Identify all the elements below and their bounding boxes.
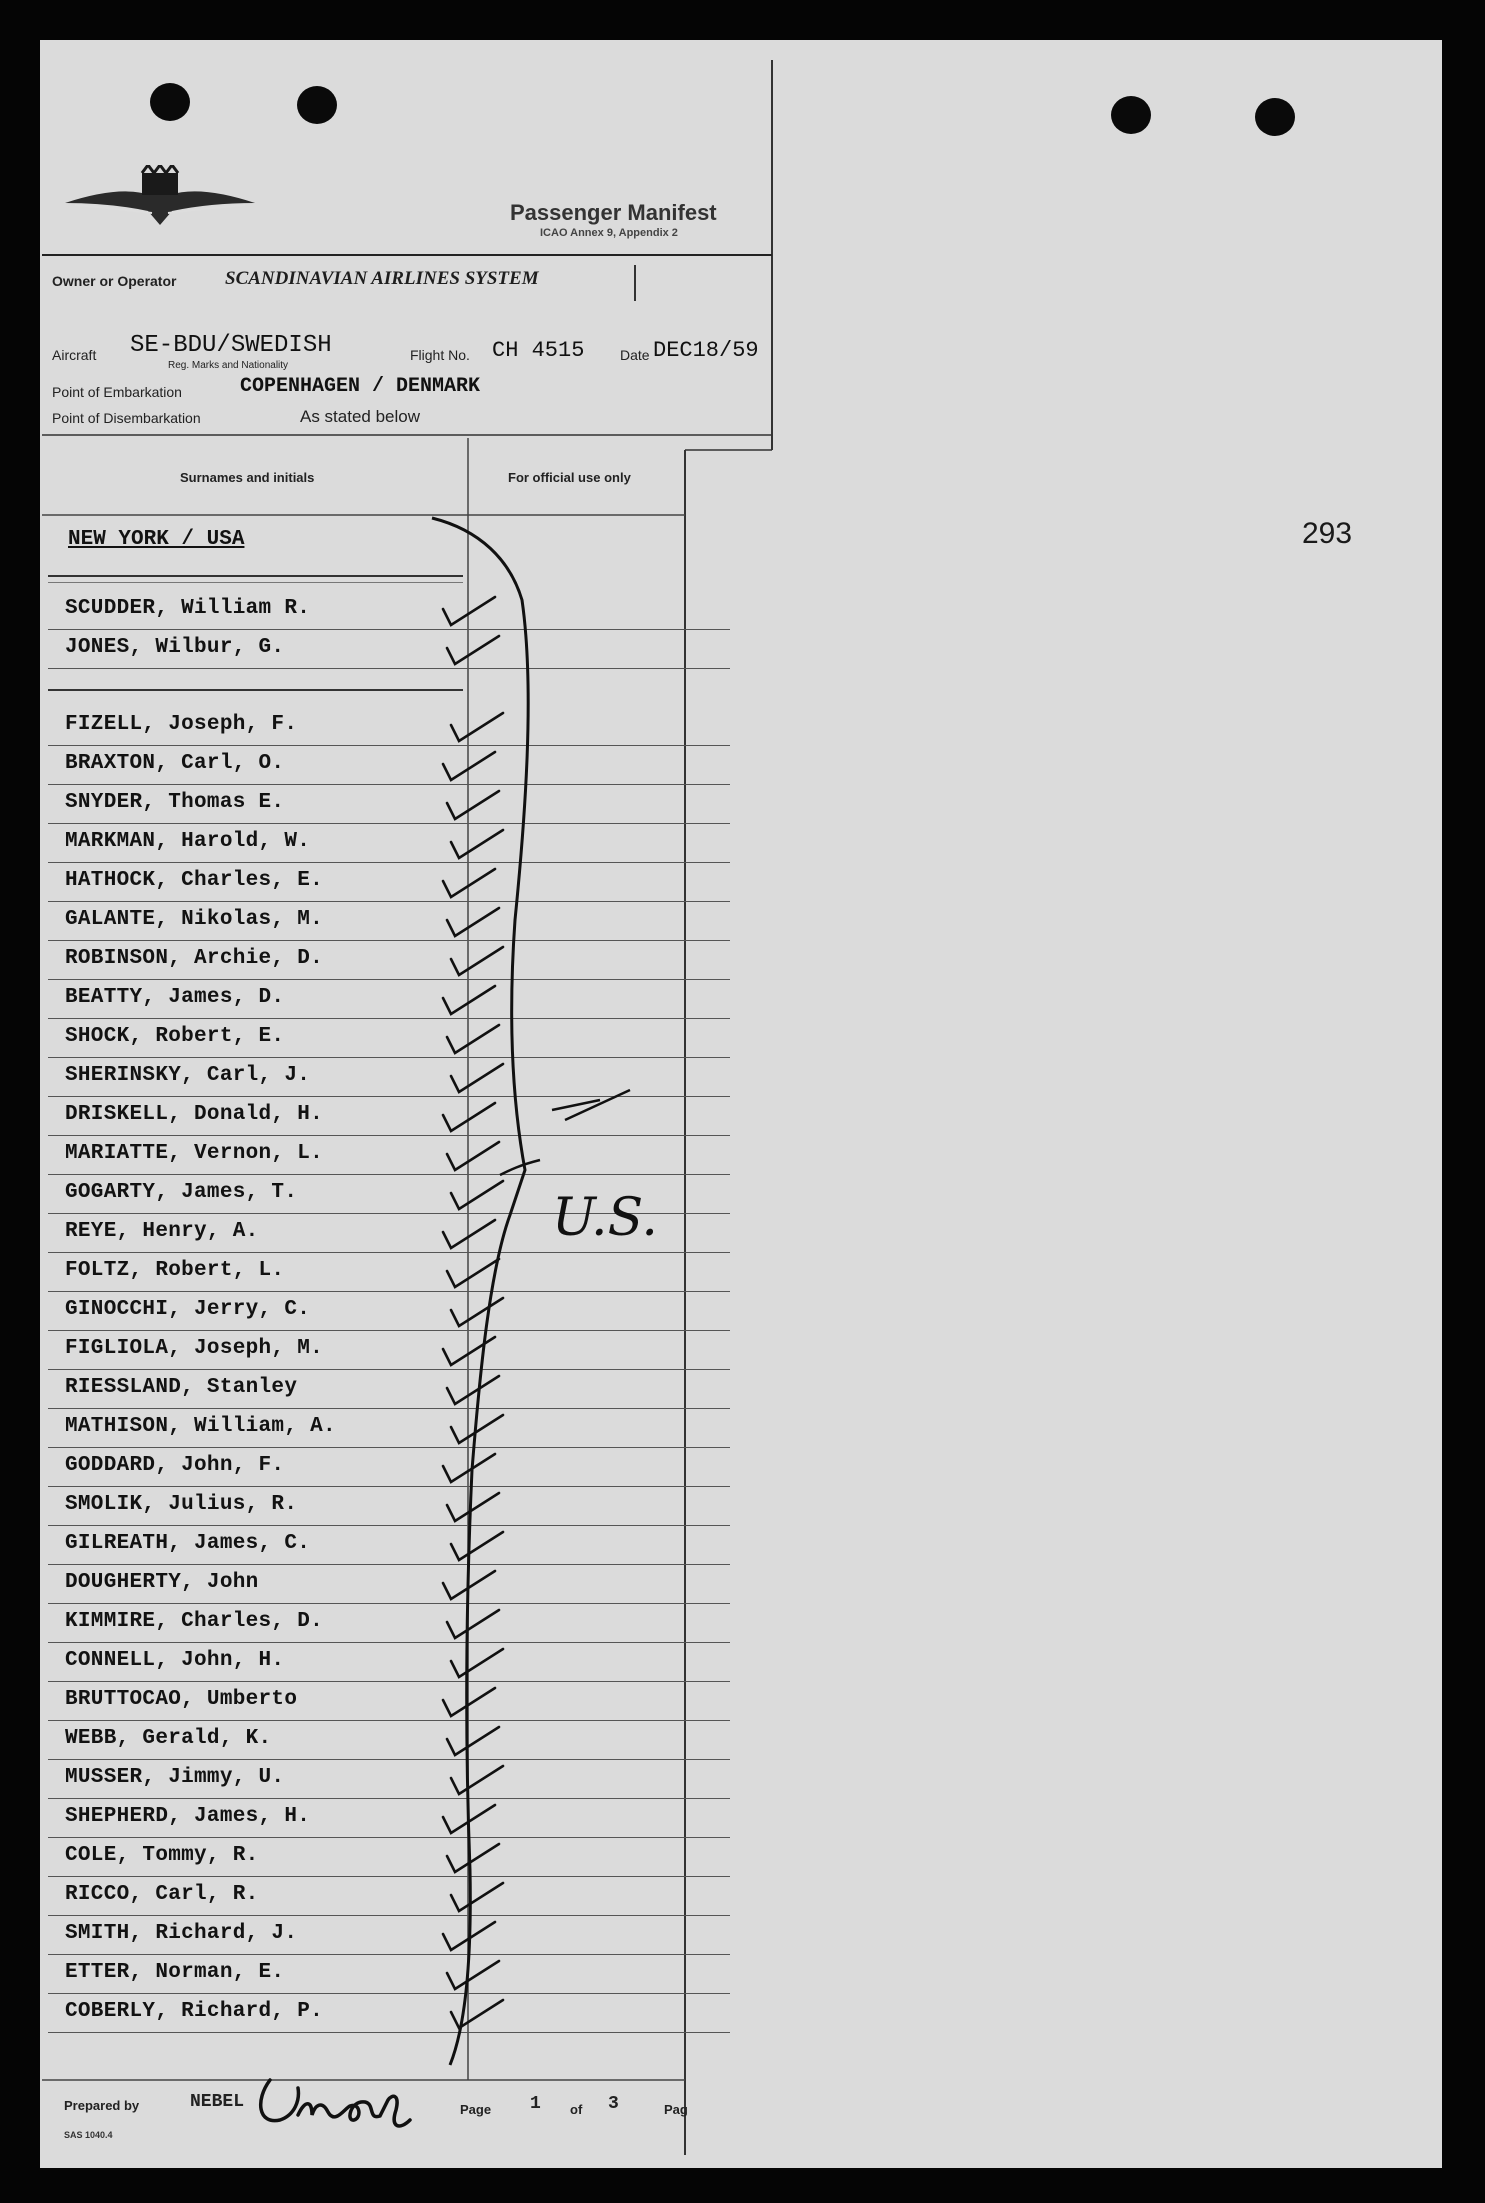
embark-value: COPENHAGEN / DENMARK <box>240 375 481 398</box>
passenger-name: GALANTE, Nikolas, M. <box>65 908 324 931</box>
passenger-name: GILREATH, James, C. <box>65 1532 311 1555</box>
destination-heading: NEW YORK / USA <box>68 528 245 551</box>
aircraft-sublabel: Reg. Marks and Nationality <box>168 360 289 371</box>
passenger-name: BRAXTON, Carl, O. <box>65 752 285 775</box>
of-label: of <box>570 2102 583 2117</box>
col-names-header: Surnames and initials <box>180 470 315 485</box>
passenger-name: SHEPHERD, James, H. <box>65 1805 311 1828</box>
passenger-name: MARKMAN, Harold, W. <box>65 830 311 853</box>
passenger-name: SNYDER, Thomas E. <box>65 791 285 814</box>
passenger-name: DOUGHERTY, John <box>65 1571 259 1594</box>
handwritten-note: U.S. <box>552 1188 658 1248</box>
col-official-header: For official use only <box>508 470 631 485</box>
passenger-name: SMOLIK, Julius, R. <box>65 1493 298 1516</box>
pages-label: Pag <box>664 2102 688 2117</box>
aircraft-value: SE-BDU/SWEDISH <box>130 332 332 359</box>
flight-value: CH 4515 <box>492 338 585 363</box>
passenger-name: HATHOCK, Charles, E. <box>65 869 324 892</box>
passenger-name: JONES, Wilbur, G. <box>65 636 285 659</box>
passenger-name: RICCO, Carl, R. <box>65 1883 259 1906</box>
passenger-name: ROBINSON, Archie, D. <box>65 947 324 970</box>
passenger-name: MUSSER, Jimmy, U. <box>65 1766 285 1789</box>
handwritten-marks <box>40 40 1442 2168</box>
passenger-name: CONNELL, John, H. <box>65 1649 285 1672</box>
passenger-name: FIGLIOLA, Joseph, M. <box>65 1337 324 1360</box>
form-code: SAS 1040.4 <box>64 2130 113 2140</box>
passenger-name: KIMMIRE, Charles, D. <box>65 1610 324 1633</box>
page-label: Page <box>460 2102 492 2117</box>
passenger-name: DRISKELL, Donald, H. <box>65 1103 324 1126</box>
owner-value: SCANDINAVIAN AIRLINES SYSTEM <box>225 268 539 289</box>
passenger-name: REYE, Henry, A. <box>65 1220 259 1243</box>
prepared-label: Prepared by <box>64 2098 140 2113</box>
page-stamp-number: 293 <box>1302 517 1353 550</box>
embark-label: Point of Embarkation <box>52 384 182 400</box>
disembark-value: As stated below <box>300 407 421 426</box>
owner-label: Owner or Operator <box>52 273 177 289</box>
passenger-name: MARIATTE, Vernon, L. <box>65 1142 324 1165</box>
disembark-label: Point of Disembarkation <box>52 410 201 426</box>
date-value: DEC18/59 <box>653 338 759 363</box>
flight-label: Flight No. <box>410 347 470 363</box>
date-label: Date <box>620 347 650 363</box>
passenger-name: ETTER, Norman, E. <box>65 1961 285 1984</box>
passenger-name: MATHISON, William, A. <box>65 1415 336 1438</box>
passenger-name: SHOCK, Robert, E. <box>65 1025 285 1048</box>
form-title: Passenger Manifest <box>510 200 717 225</box>
passenger-name: FIZELL, Joseph, F. <box>65 713 298 736</box>
form-subtitle: ICAO Annex 9, Appendix 2 <box>540 227 678 239</box>
passenger-name: BEATTY, James, D. <box>65 986 285 1009</box>
passenger-name: SMITH, Richard, J. <box>65 1922 298 1945</box>
passenger-name: WEBB, Gerald, K. <box>65 1727 272 1750</box>
of-value: 3 <box>608 2094 619 2114</box>
passenger-name: COBERLY, Richard, P. <box>65 2000 324 2023</box>
passenger-name: FOLTZ, Robert, L. <box>65 1259 285 1282</box>
passenger-name: GINOCCHI, Jerry, C. <box>65 1298 311 1321</box>
passenger-name: BRUTTOCAO, Umberto <box>65 1688 298 1711</box>
passenger-name: COLE, Tommy, R. <box>65 1844 259 1867</box>
passenger-name: RIESSLAND, Stanley <box>65 1376 298 1399</box>
passenger-name: GOGARTY, James, T. <box>65 1181 298 1204</box>
passenger-name: GODDARD, John, F. <box>65 1454 285 1477</box>
passenger-name: SCUDDER, William R. <box>65 597 311 620</box>
page-value: 1 <box>530 2094 541 2114</box>
passenger-name: SHERINSKY, Carl, J. <box>65 1064 311 1087</box>
manifest-page <box>40 40 1442 2168</box>
prepared-value: NEBEL <box>190 2092 245 2112</box>
aircraft-label: Aircraft <box>52 347 97 363</box>
